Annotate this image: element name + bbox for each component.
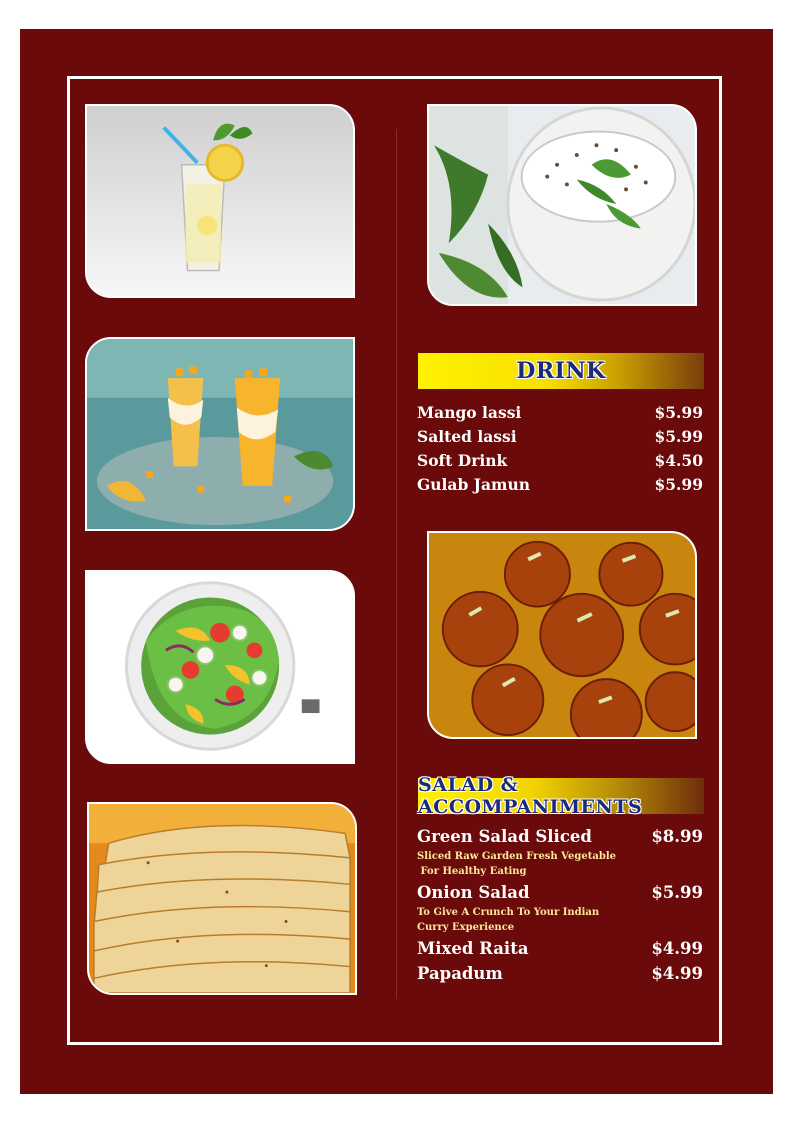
- item-price: $4.99: [651, 939, 703, 958]
- item-name: Mango lassi: [417, 403, 522, 422]
- item-name: Onion Salad: [417, 883, 530, 902]
- drink-list: [417, 403, 703, 499]
- lemonade-photo: [85, 104, 355, 298]
- drink-heading-banner: [418, 353, 704, 389]
- item-price: $4.99: [651, 964, 703, 983]
- gulab-jamun-photo: [427, 531, 697, 739]
- menu-item: [417, 883, 703, 905]
- item-price: $5.99: [654, 403, 703, 422]
- raita-photo: [427, 104, 697, 306]
- drink-heading: DRINK: [516, 358, 606, 384]
- item-price: $4.50: [654, 451, 703, 470]
- menu-item: [417, 827, 703, 849]
- menu-item: [417, 475, 703, 499]
- item-name: Papadum: [417, 964, 503, 983]
- menu-item: [417, 427, 703, 451]
- menu-item: [417, 451, 703, 475]
- salad-heading: SALAD & ACCOMPANIMENTS: [418, 774, 643, 818]
- mango-lassi-photo: [85, 337, 355, 531]
- menu-page: [20, 29, 773, 1094]
- item-price: $5.99: [654, 427, 703, 446]
- menu-item: [417, 964, 703, 986]
- salad-list: [417, 827, 703, 986]
- item-price: $5.99: [654, 475, 703, 494]
- item-description: For Healthy Eating: [417, 866, 527, 877]
- item-price: $5.99: [651, 883, 703, 902]
- menu-item: [417, 939, 703, 964]
- item-name: Salted lassi: [417, 427, 517, 446]
- menu-item: [417, 403, 703, 427]
- item-name: Gulab Jamun: [417, 475, 530, 494]
- item-price: $8.99: [651, 827, 703, 846]
- item-name: Green Salad Sliced: [417, 827, 592, 846]
- salad-heading-banner: [418, 774, 704, 818]
- papadum-photo: [87, 802, 357, 995]
- salad-photo: [85, 570, 355, 764]
- item-description: Sliced Raw Garden Fresh Vegetable: [417, 851, 616, 862]
- column-divider: [396, 129, 397, 999]
- item-name: Mixed Raita: [417, 939, 529, 958]
- item-description: To Give A Crunch To Your Indian: [417, 907, 600, 918]
- item-name: Soft Drink: [417, 451, 508, 470]
- item-description: Curry Experience: [417, 922, 515, 933]
